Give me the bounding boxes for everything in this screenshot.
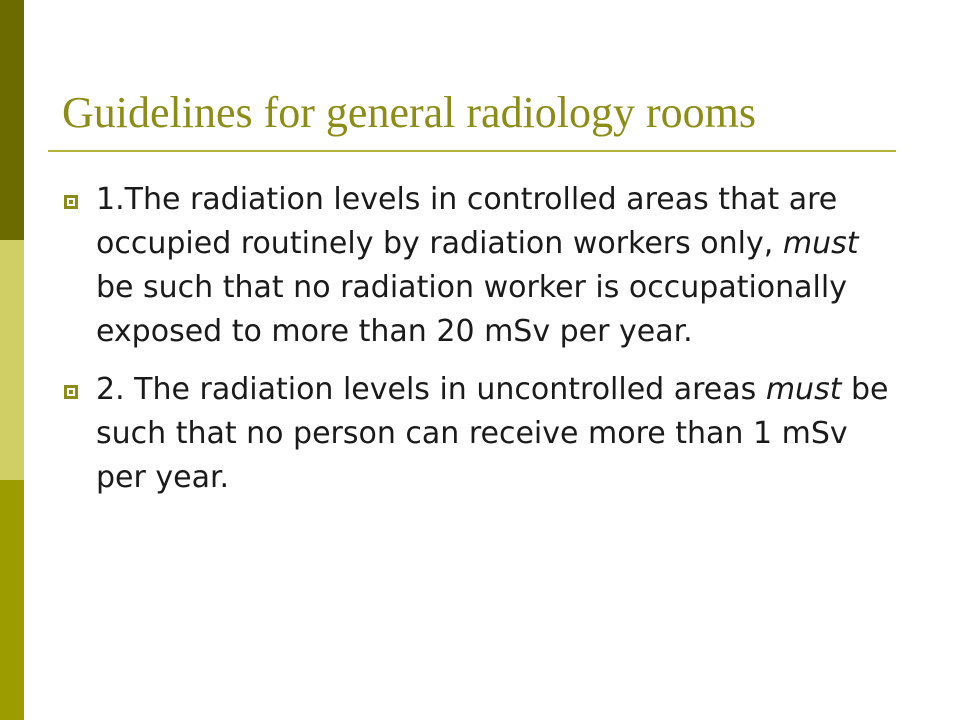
side-accent-segment-top [0, 0, 24, 240]
slide-title: Guidelines for general radiology rooms [62, 88, 757, 137]
bullet-text-part: be such that no radiation worker is occupationally exposed to more than 20 mSv per year. [96, 270, 847, 349]
side-accent-segment-middle [0, 240, 24, 480]
bullet-emphasis: must [765, 372, 842, 407]
side-accent-bar [0, 0, 24, 720]
bullet-list [62, 178, 902, 514]
square-bullet-icon [64, 385, 78, 399]
bullet-text-part: be such that no person can receive more than 1 mSv per year. [96, 372, 889, 495]
bullet-text-part: 1.The radiation levels in controlled areas that are occupied routinely by radiation workers only, [96, 182, 838, 261]
bullet-item-1 [62, 178, 902, 354]
title-underline [48, 150, 896, 152]
square-bullet-icon [64, 195, 78, 209]
bullet-text-part: 2. The radiation levels in uncontrolled areas [96, 372, 766, 407]
side-accent-segment-bottom [0, 480, 24, 720]
bullet-emphasis: must [782, 226, 859, 261]
bullet-item-2 [62, 368, 902, 500]
